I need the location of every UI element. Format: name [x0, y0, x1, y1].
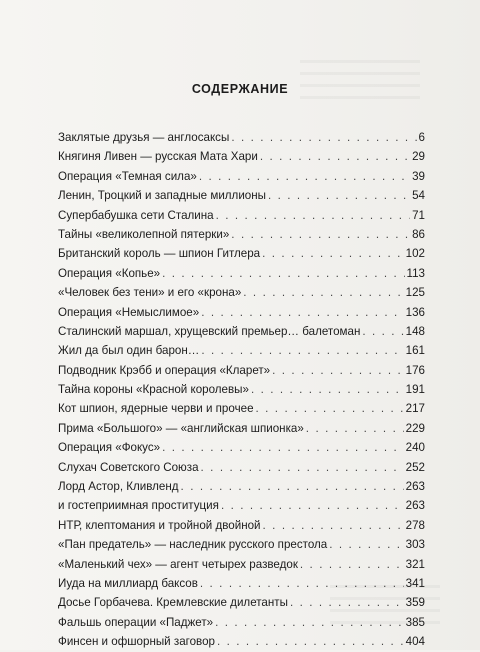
toc-entry	[58, 438, 425, 457]
toc-entry-title: Фальшь операции «Паджет»	[58, 615, 214, 629]
toc-entry-page: 148	[405, 324, 425, 338]
toc-entry-page: 29	[412, 150, 425, 164]
toc-entry	[58, 516, 425, 535]
toc-entry-page: 113	[406, 266, 425, 280]
toc-entry-page: 217	[405, 402, 425, 416]
toc-entry-page: 176	[405, 363, 425, 377]
toc-entry	[58, 555, 425, 574]
toc-entry-page: 385	[405, 615, 425, 629]
toc-leader-dots	[231, 128, 416, 147]
toc-entry-page: 263	[405, 480, 425, 494]
toc-leader-dots	[262, 244, 404, 263]
toc-leader-dots	[243, 283, 403, 302]
toc-entry	[58, 244, 425, 263]
toc-entry-title: Супербабушка сети Сталина	[58, 208, 214, 222]
toc-leader-dots	[217, 632, 404, 651]
toc-entry	[58, 264, 425, 283]
toc-entry-page: 359	[405, 596, 425, 610]
toc-entry	[58, 535, 425, 554]
toc-leader-dots	[201, 341, 403, 360]
toc-entry	[58, 283, 425, 302]
toc-leader-dots	[251, 380, 404, 399]
toc-entry-page: 125	[405, 286, 425, 300]
toc-entry-title: и гостеприимная проституция	[58, 499, 219, 513]
toc-entry-page: 54	[412, 189, 425, 203]
toc-entry	[58, 147, 425, 166]
toc-leader-dots	[215, 613, 404, 632]
toc-entry-page: 263	[405, 499, 425, 513]
toc-entry	[58, 399, 425, 418]
toc-entry-title: Заклятые друзья — англосаксы	[58, 131, 230, 144]
toc-entry-title: НТР, клептомания и тройной двойной	[58, 518, 261, 532]
toc-leader-dots	[260, 147, 410, 166]
toc-entry-page: 6	[418, 131, 425, 144]
toc-entry-title: Тайны «великолепной пятерки»	[58, 227, 230, 241]
toc-entry	[58, 632, 425, 651]
toc-entry-page: 252	[405, 460, 425, 474]
toc-entry	[58, 341, 425, 360]
toc-entry	[58, 186, 425, 205]
toc-entry-title: Тайна короны «Красной королевы»	[58, 383, 249, 397]
toc-leader-dots	[263, 516, 404, 535]
toc-entry-page: 161	[405, 344, 425, 358]
toc-entry-title: Кот шпион, ядерные черви и прочее	[58, 402, 254, 416]
toc-leader-dots	[216, 206, 410, 225]
toc-leader-dots	[290, 593, 404, 612]
toc-leader-dots	[221, 496, 404, 515]
toc-entry	[58, 574, 425, 593]
toc-entry-title: Лорд Астор, Кливленд	[58, 480, 179, 494]
toc-entry-page: 321	[405, 557, 425, 571]
toc-entry	[58, 303, 425, 322]
toc-leader-dots	[306, 419, 404, 438]
toc-entry-page: 341	[405, 576, 425, 590]
toc-leader-dots	[201, 303, 403, 322]
toc-entry-title: Жил да был один барон…	[58, 344, 200, 358]
toc-entry	[58, 496, 425, 515]
toc-entry-page: 404	[405, 635, 425, 649]
toc-entry-title: Операция «Немыслимое»	[58, 305, 200, 319]
toc-entry-page: 191	[405, 383, 425, 397]
toc-entry-title: Княгиня Ливен — русская Мата Хари	[58, 150, 258, 164]
toc-entry-title: Британский король — шпион Гитлера	[58, 247, 261, 261]
toc-leader-dots	[362, 322, 403, 341]
toc-entry-title: Прима «Большого» — «английская шпионка»	[58, 421, 304, 435]
toc-entry	[58, 128, 425, 147]
toc-entry-page: 39	[412, 169, 425, 183]
toc-entry-page: 303	[405, 538, 425, 552]
toc-entry-title: Операция «Копье»	[58, 266, 161, 280]
toc-entry	[58, 613, 425, 632]
toc-leader-dots	[162, 264, 404, 283]
toc-entry-title: Операция «Фокус»	[58, 441, 161, 455]
toc-leader-dots	[200, 574, 404, 593]
toc-leader-dots	[162, 438, 404, 457]
toc-entry-page: 86	[412, 227, 425, 241]
toc-entry-title: Иуда на миллиард баксов	[58, 576, 198, 590]
toc-entry-title: Сталинский маршал, хрущевский премьер… балетоман	[58, 324, 361, 338]
toc-entry	[58, 167, 425, 186]
toc-leader-dots	[256, 399, 404, 418]
toc-entry	[58, 593, 425, 612]
toc-leader-dots	[181, 477, 404, 496]
toc-leader-dots	[231, 225, 410, 244]
page-title: СОДЕРЖАНИЕ	[191, 82, 289, 96]
toc-entry	[58, 477, 425, 496]
toc-entry-title: Слухач Советского Союза	[58, 460, 199, 474]
toc-entry	[58, 361, 425, 380]
toc-entry	[58, 322, 425, 341]
toc-entry-title: Финсен и офшорный заговор	[58, 635, 215, 649]
toc-entry	[58, 206, 425, 225]
toc-entry-title: «Человек без тени» и его «крона»	[58, 286, 242, 300]
toc-entry-page: 278	[405, 518, 425, 532]
toc-entry	[58, 380, 425, 399]
toc-entry	[58, 419, 425, 438]
table-of-contents	[58, 128, 425, 652]
toc-entry-page: 136	[405, 305, 425, 319]
toc-leader-dots	[329, 535, 403, 554]
toc-entry-title: Подводник Крэбб и операция «Кларет»	[58, 363, 271, 377]
toc-leader-dots	[268, 186, 410, 205]
toc-entry-title: Ленин, Троцкий и западные миллионы	[58, 189, 266, 203]
toc-entry-title: «Маленький чех» — агент четырех разведок	[58, 557, 298, 571]
toc-leader-dots	[300, 555, 404, 574]
toc-entry-page: 71	[412, 208, 425, 222]
toc-entry-page: 102	[405, 247, 425, 261]
toc-leader-dots	[272, 361, 404, 380]
toc-leader-dots	[199, 167, 410, 186]
toc-entry-title: Операция «Темная сила»	[58, 169, 197, 183]
toc-entry-page: 229	[405, 421, 425, 435]
toc-entry	[58, 458, 425, 477]
toc-entry-title: «Пан предатель» — наследник русского престола	[58, 538, 328, 552]
toc-entry	[58, 225, 425, 244]
toc-leader-dots	[201, 458, 404, 477]
toc-entry-title: Досье Горбачева. Кремлевские дилетанты	[58, 596, 288, 610]
toc-entry-page: 240	[405, 441, 425, 455]
